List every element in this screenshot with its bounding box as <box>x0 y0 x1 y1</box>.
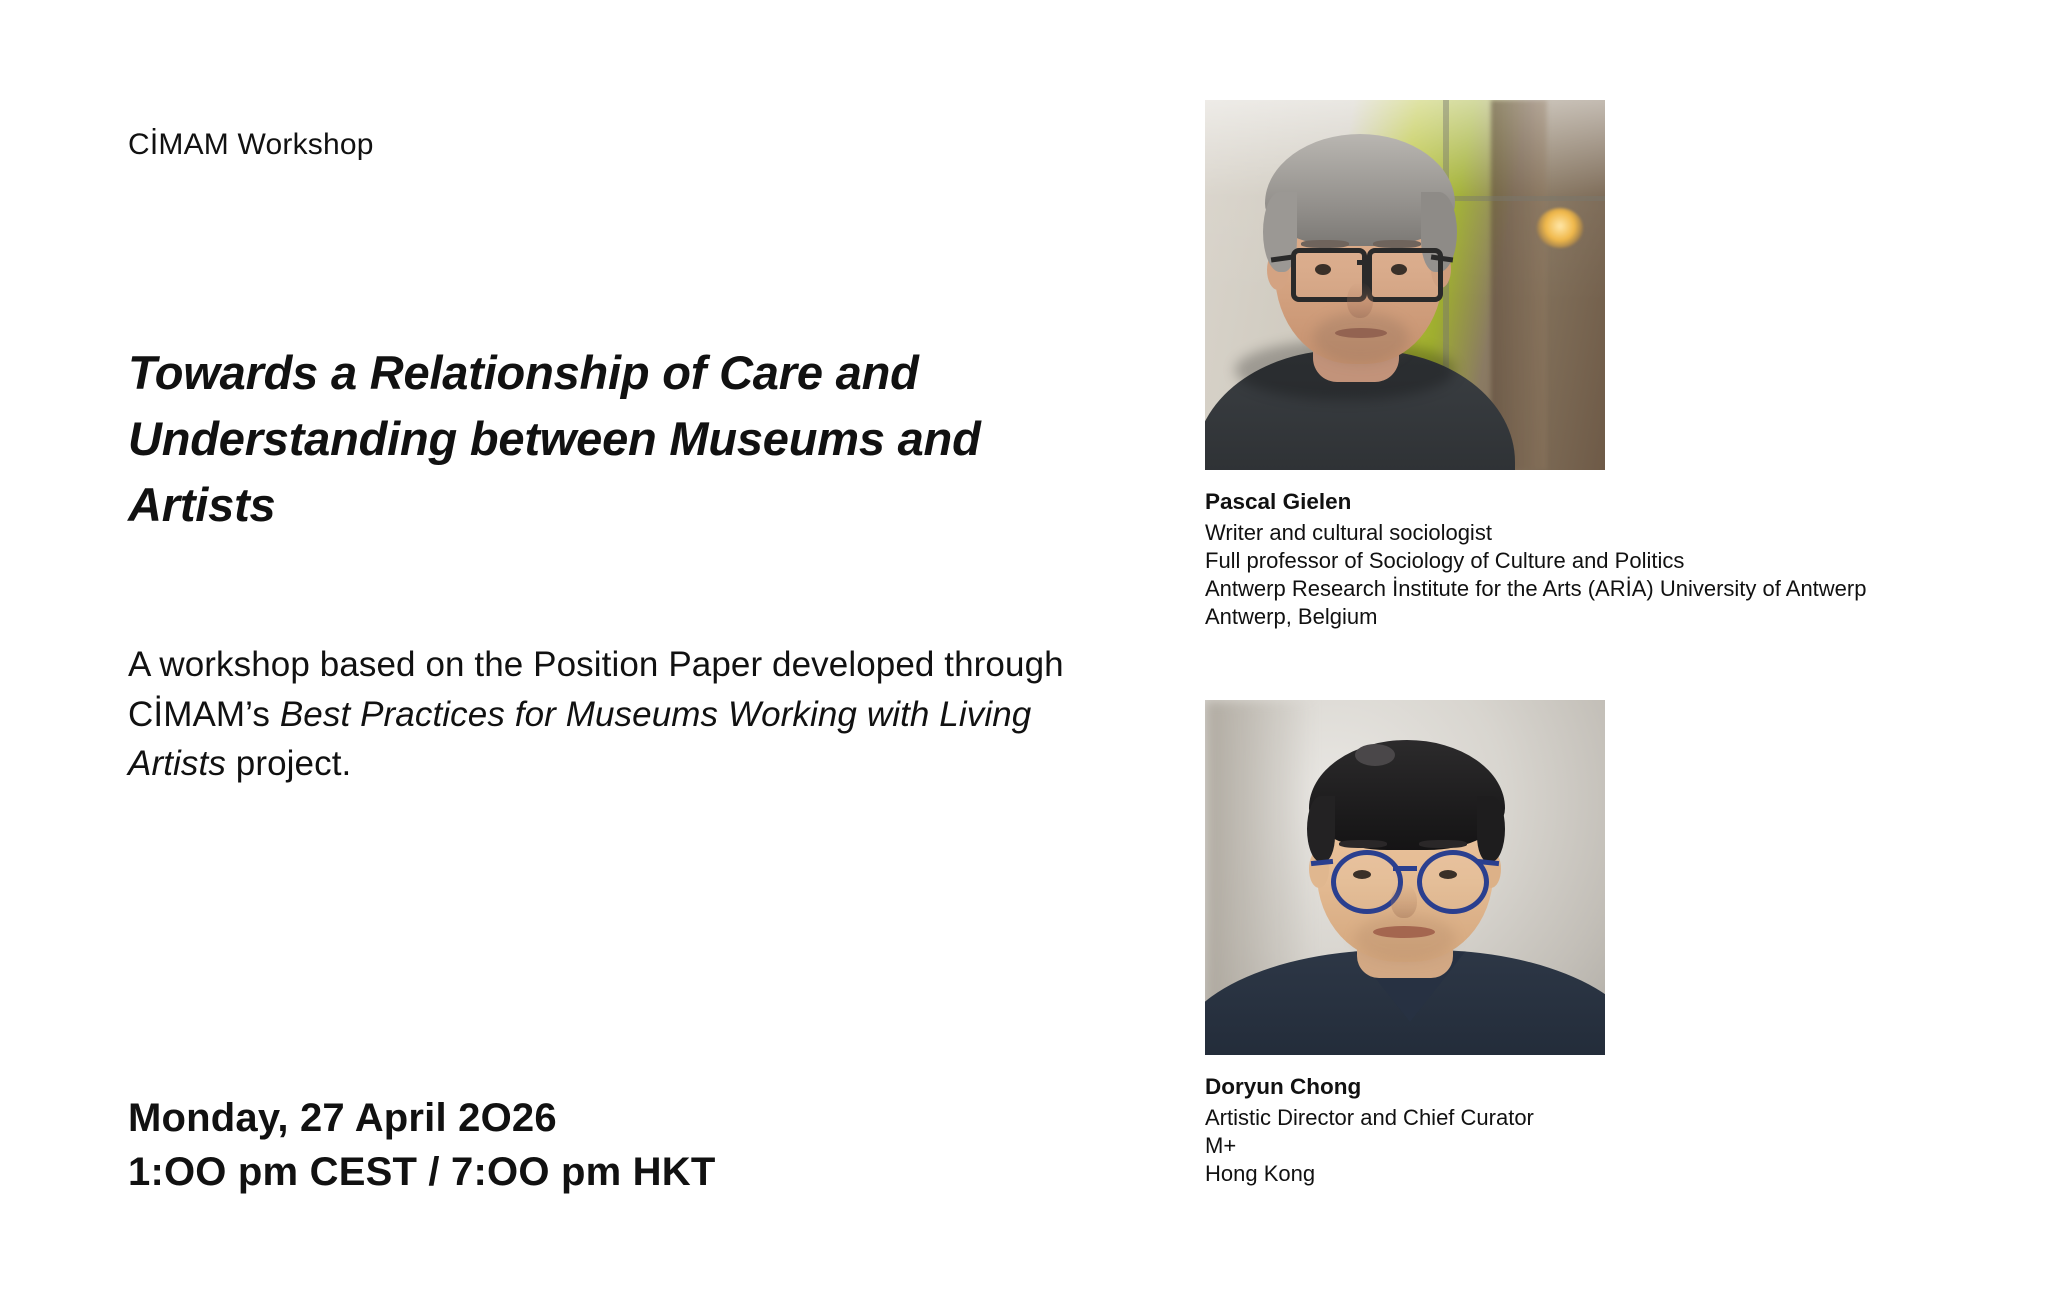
speaker-role-line-2: Full professor of Sociology of Culture and Politics <box>1205 547 1685 573</box>
project-name-italic: Best Practices for Museums Working with Living Artists <box>128 694 1032 784</box>
event-time: 1:OO pm CEST / 7:OO pm HKT <box>128 1149 716 1194</box>
left-content-column <box>128 0 1128 1314</box>
speaker-role-line-1: Artistic Director and Chief Curator <box>1205 1104 1534 1130</box>
speaker-card-pascal-gielen <box>1205 100 2005 631</box>
speaker-location-line: Antwerp, Belgium <box>1205 604 1378 630</box>
speaker-location-line: Hong Kong <box>1205 1161 1316 1187</box>
page-title: Towards a Relationship of Care and Understanding between Museums and Artists <box>128 346 981 531</box>
speaker-info-doryun-chong <box>1205 1073 2005 1188</box>
right-speakers-column <box>1205 0 2005 1314</box>
workshop-description <box>128 640 1068 789</box>
speaker-institution-line: M+ <box>1205 1132 1237 1158</box>
speaker-affiliation-line: Antwerp Research İnstitute for the Arts (ARİA) University of Antwerp <box>1205 576 1867 602</box>
description-text-after: project. <box>225 744 352 784</box>
description-text-before: A workshop based on the Position Paper developed through CİMAM’s <box>128 645 1064 734</box>
speaker-card-doryun-chong <box>1205 700 2005 1188</box>
event-datetime <box>128 1092 1028 1199</box>
speaker-name: Pascal Gielen <box>1205 489 1352 514</box>
speaker-role-line-1: Writer and cultural sociologist <box>1205 519 1492 545</box>
event-date: Monday, 27 April 2O26 <box>128 1096 557 1140</box>
speaker-info-pascal-gielen <box>1205 488 2005 631</box>
portrait-pascal-gielen <box>1205 100 1605 470</box>
portrait-doryun-chong <box>1205 700 1605 1055</box>
speaker-name: Doryun Chong <box>1205 1074 1362 1099</box>
workshop-eyebrow: CİMAM Workshop <box>128 128 374 161</box>
